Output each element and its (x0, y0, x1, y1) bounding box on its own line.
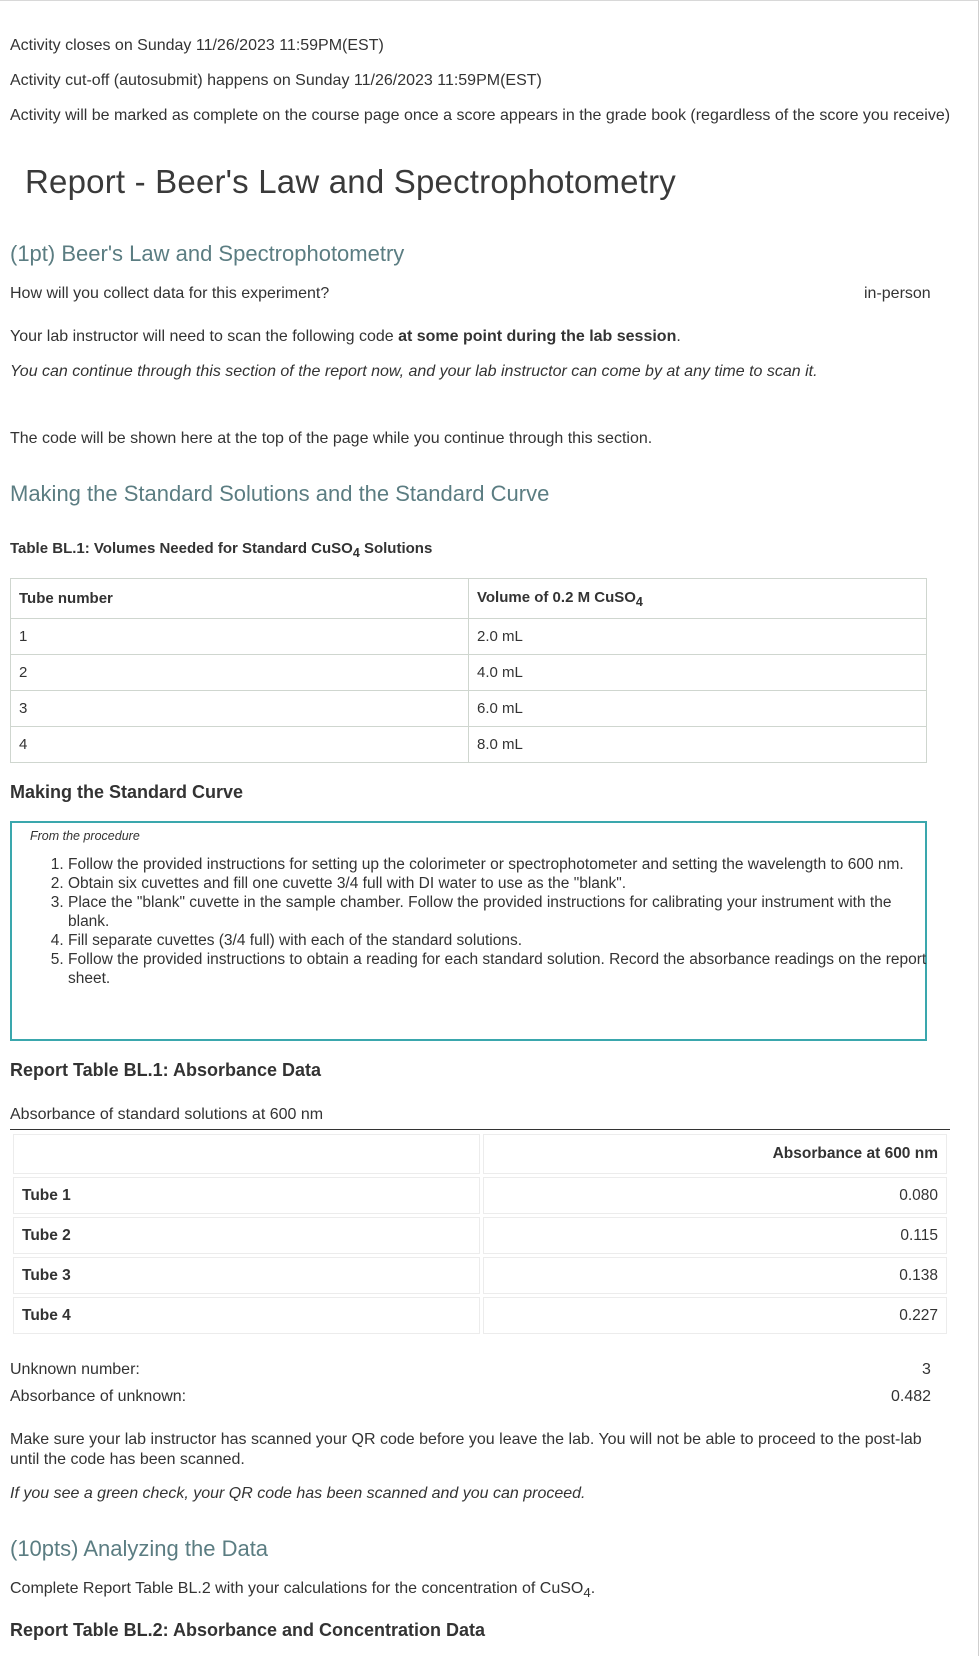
report-table1-title: Report Table BL.1: Absorbance Data (10, 1060, 322, 1080)
table-header-row (11, 579, 927, 619)
procedure-step: 3. Place the "blank" cuvette in the sample chamber. Follow the provided instructions for calibrating your instrument with the blank. (68, 893, 928, 931)
table-header-row (13, 1134, 947, 1174)
section3-title: (10pts) Analyzing the Data (10, 1536, 269, 1561)
unknown-absorbance-label: Absorbance of unknown: (10, 1388, 187, 1405)
collection-question: How will you collect data for this experiment? (10, 285, 330, 302)
unknown-absorbance-value: 0.482 (891, 1388, 932, 1405)
activity-cutoff-text: Activity cut-off (autosubmit) happens on Sunday 11/26/2023 11:59PM(EST) (10, 72, 542, 89)
tube-label-cell: Tube 1 (13, 1177, 480, 1214)
column-header: Volume of 0.2 M CuSO$_4$ (469, 579, 927, 619)
activity-completion-text: Activity will be marked as complete on the course page once a score appears in the grade book (regardless of the score you receive) (10, 107, 951, 124)
absorbance-table (10, 1131, 950, 1337)
green-check-note: If you see a green check, your QR code has been scanned and you can proceed. (10, 1485, 586, 1502)
table-bl1-caption: Table BL.1: Volumes Needed for Standard CuSO$_4$ Solutions (10, 540, 433, 560)
table-row (13, 1217, 947, 1254)
procedure-step: 4. Fill separate cuvettes (3/4 full) with each of the standard solutions. (68, 931, 928, 950)
absorbance-cell: 0.138 (483, 1257, 947, 1294)
column-header: Absorbance at 600 nm (483, 1134, 947, 1174)
procedure-step: 1. Follow the provided instructions for setting up the colorimeter or spectrophotometer and setting the wavelength to 600 nm. (68, 855, 928, 874)
absorbance-cell: 0.115 (483, 1217, 947, 1254)
standard-curve-title: Making the Standard Curve (10, 782, 244, 802)
unknown-number-value: 3 (922, 1361, 931, 1378)
column-header: Tube number (11, 579, 469, 619)
volume-cell: 4.0 mL (469, 655, 927, 691)
table-row (13, 1297, 947, 1334)
section3-instruction: Complete Report Table BL.2 with your calculations for the concentration of CuSO$_4$. (10, 1580, 596, 1601)
empty-header-cell (13, 1134, 480, 1174)
table-row (11, 727, 927, 763)
continue-note: You can continue through this section of the report now, and your lab instructor can come by at any time to scan it. (10, 363, 818, 380)
table-row (13, 1177, 947, 1214)
tube-number-cell: 4 (11, 727, 469, 763)
collection-answer: in-person (864, 285, 931, 302)
procedure-label: From the procedure (30, 829, 140, 843)
table-row (11, 655, 927, 691)
report-table2-title: Report Table BL.2: Absorbance and Concentration Data (10, 1620, 486, 1640)
procedure-step: 5. Follow the provided instructions to obtain a reading for each standard solution. Record the absorbance readings on the report sheet. (68, 950, 928, 988)
table-top-rule (10, 1129, 950, 1130)
absorbance-cell: 0.227 (483, 1297, 947, 1334)
tube-label-cell: Tube 4 (13, 1297, 480, 1334)
table-row (11, 619, 927, 655)
qr-note: Make sure your lab instructor has scanned your QR code before you leave the lab. You will not be able to proceed to the post-lab until the code has been scanned. (10, 1431, 922, 1468)
volume-cell: 8.0 mL (469, 727, 927, 763)
tube-label-cell: Tube 3 (13, 1257, 480, 1294)
code-note: The code will be shown here at the top of the page while you continue through this section. (10, 430, 653, 447)
procedure-step: 2. Obtain six cuvettes and fill one cuvette 3/4 full with DI water to use as the "blank". (68, 874, 928, 893)
table-row (11, 691, 927, 727)
activity-closes-text: Activity closes on Sunday 11/26/2023 11:59PM(EST) (10, 37, 384, 54)
volumes-table (10, 578, 927, 763)
report-table1-caption: Absorbance of standard solutions at 600 nm (10, 1106, 324, 1123)
tube-label-cell: Tube 2 (13, 1217, 480, 1254)
tube-number-cell: 1 (11, 619, 469, 655)
unknown-number-label: Unknown number: (10, 1361, 140, 1378)
table-row (13, 1257, 947, 1294)
volume-cell: 6.0 mL (469, 691, 927, 727)
tube-number-cell: 3 (11, 691, 469, 727)
scan-instruction: Your lab instructor will need to scan the following code at some point during the lab session. (10, 328, 681, 345)
absorbance-cell: 0.080 (483, 1177, 947, 1214)
procedure-list (32, 855, 928, 988)
report-title: Report - Beer's Law and Spectrophotometry (25, 163, 676, 200)
procedure-box (10, 821, 927, 1041)
tube-number-cell: 2 (11, 655, 469, 691)
section1-title: (1pt) Beer's Law and Spectrophotometry (10, 241, 405, 266)
section2-title: Making the Standard Solutions and the Standard Curve (10, 481, 550, 506)
volume-cell: 2.0 mL (469, 619, 927, 655)
